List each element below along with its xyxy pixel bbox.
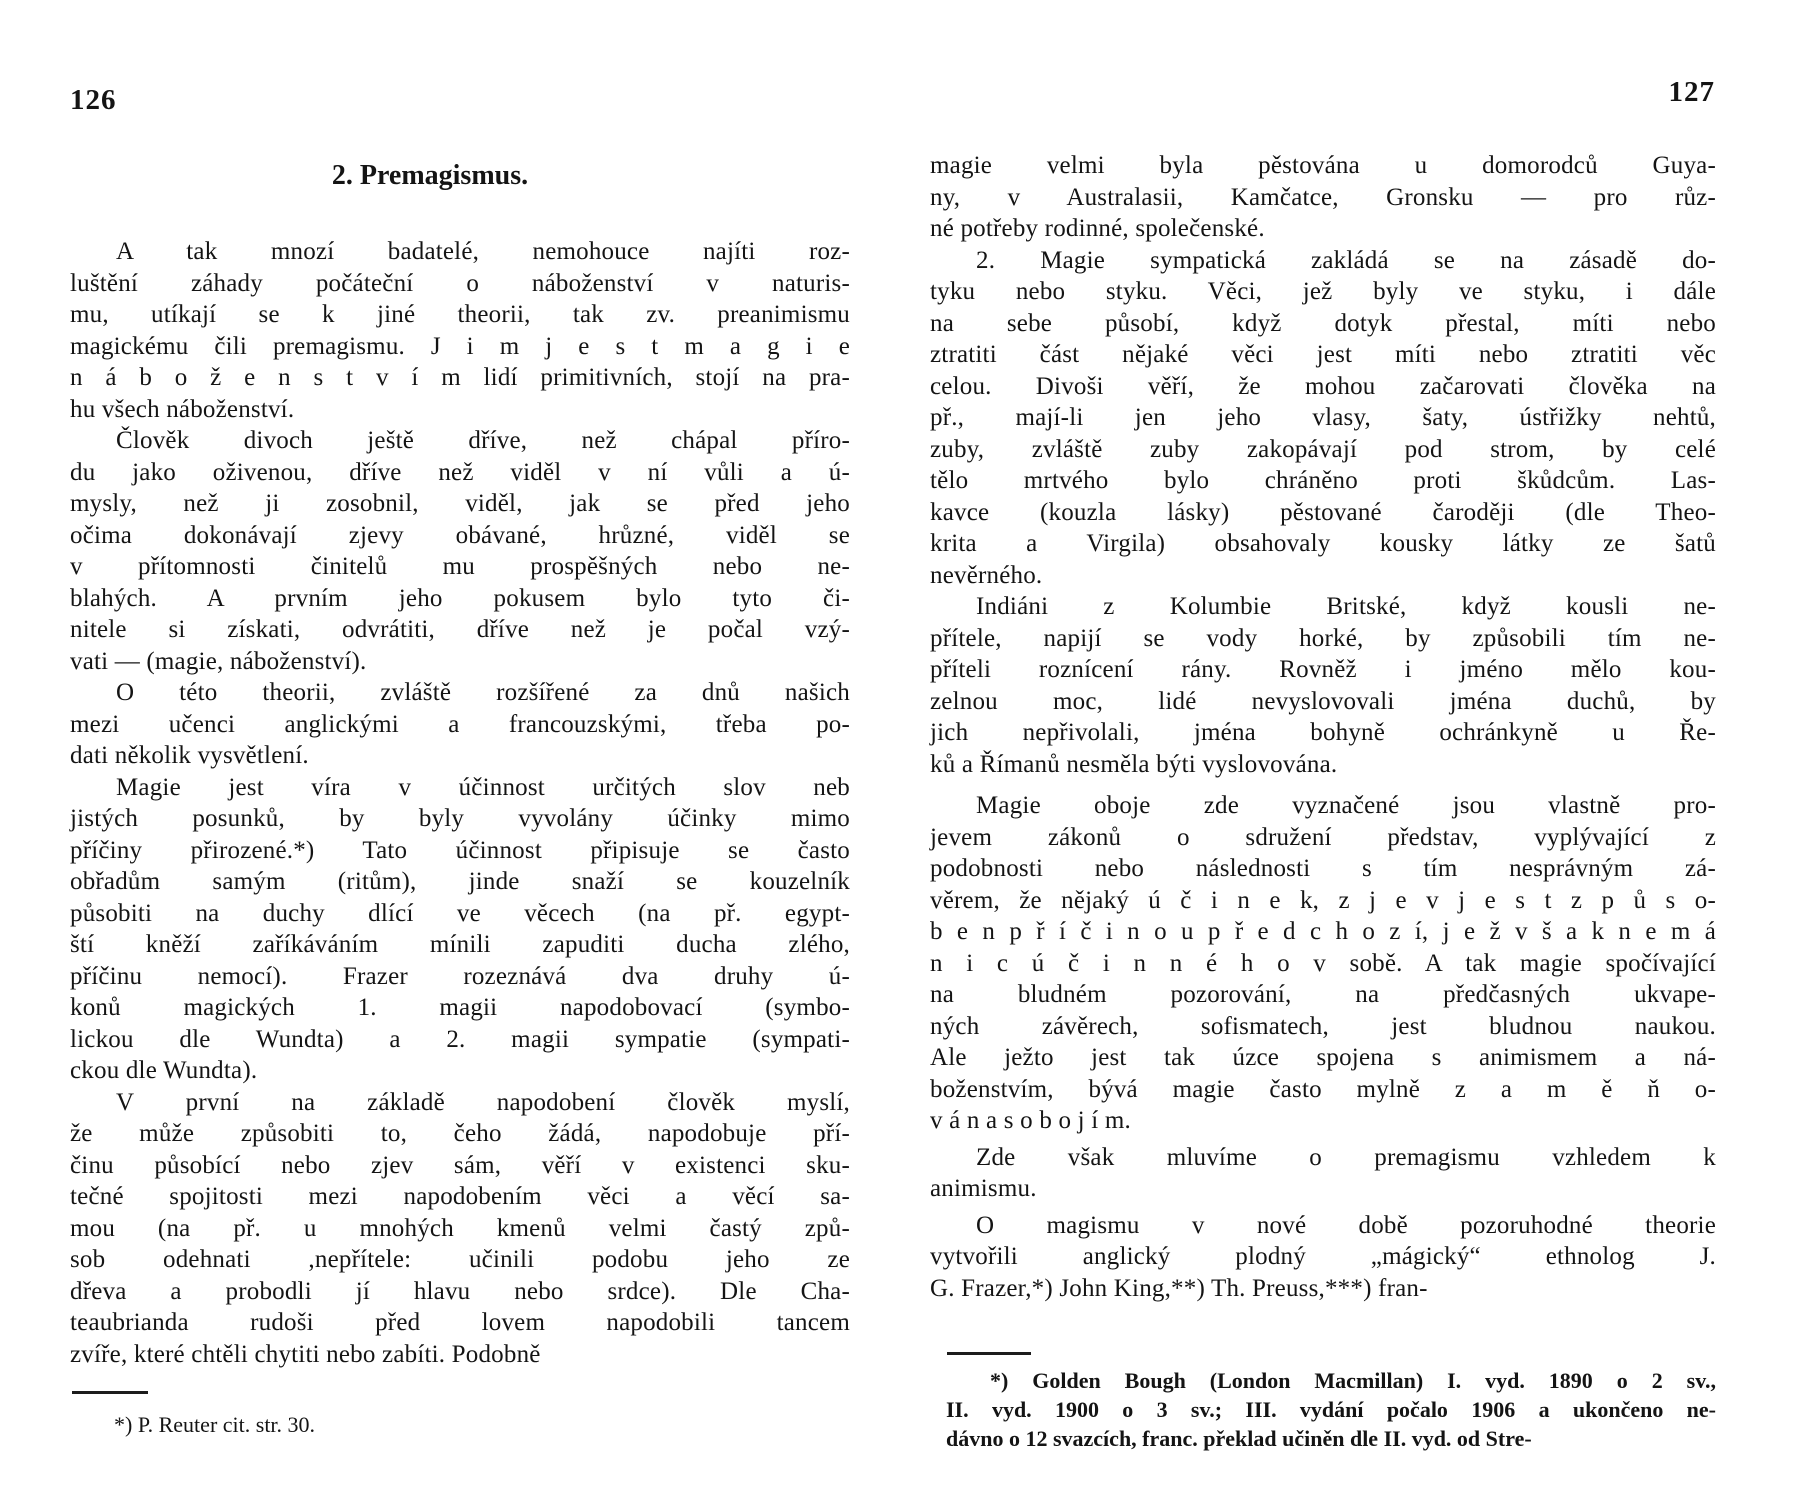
text-line: příčinu nemocí). Frazer rozeznává dva druhy ú- [70,962,850,990]
text-line: sob odehnati ,nepřítele: učinili podobu jeho ze [70,1246,850,1273]
text-line: n i c ú č i n n é h o v sobě. A tak magie spočívající [930,949,1716,977]
text-line: tyku nebo styku. Věci, jež byly ve styku, i dále [930,278,1716,305]
text-line: na sebe působí, když dotyk přestal, míti nebo [930,309,1716,337]
text-line: teaubrianda rudoši před lovem napodobili tancem [70,1309,850,1336]
text-line: v přítomnosti činitelů mu prospěšných nebo ne- [70,553,850,580]
text-line: b e n p ř í č i n o u p ř e d c h o z í, j e ž v š a k n e m á [930,918,1716,945]
text-line: nevěrného. [930,561,1043,589]
text-line: Člověk divoch ještě dříve, než chápal příro- [116,427,850,454]
left-page-number: 126 [70,84,117,116]
text-line: jevem zákonů o sdružení představ, vyplývající z [930,823,1716,851]
text-line: Indiáni z Kolumbie Britské, když kousli ne- [976,593,1716,620]
text-line: O magismu v nové době pozoruhodné theorie [976,1211,1716,1239]
text-line: du jako oživenou, dříve než viděl v ní vůli a ú- [70,458,850,486]
text-line: podobnosti nebo následnosti s tím nesprávným zá- [930,855,1716,882]
text-line: kavce (kouzla lásky) pěstované čaroději (dle Theo- [930,498,1716,526]
text-line: příčiny přirozené.*) Tato účinnost připisuje se často [70,836,850,864]
text-line: mu, utíkají se k jiné theorii, tak zv. preanimismu [70,301,850,328]
footnote-line: *) Golden Bough (London Macmillan) I. vyd. 1890 o 2 sv., [990,1368,1716,1393]
left-footnote [70,1410,850,1439]
text-line: přítele, napijí se vody horké, by způsobili tím ne- [930,624,1716,652]
text-line: příteli roznícení rány. Rovněž i jméno mělo kou- [930,656,1716,683]
text-line: ští kněží zaříkáváním mínili zapuditi ducha zlého, [70,931,850,958]
text-line: Magie jest víra v účinnost určitých slov neb [116,773,850,801]
text-line: mezi učenci anglickými a francouzskými, třeba po- [70,710,850,738]
text-line: že může způsobiti to, čeho žádá, napodobuje pří- [70,1120,850,1147]
right-page-number: 127 [1668,76,1715,108]
footnote-line: II. vyd. 1900 o 3 sv.; III. vydání počalo 1906 a ukončeno ne- [946,1397,1716,1422]
text-line: lickou dle Wundta) a 2. magii sympatie (sympati- [70,1025,850,1053]
text-line: zelnou moc, lidé nevyslovovali jména duchů, by [930,687,1716,715]
section-heading: 2. Premagismus. [331,160,529,191]
text-line: očima dokonávají zjevy obávané, hrůzné, viděl se [70,521,850,549]
text-line: G. Frazer,*) John King,**) Th. Preuss,***) fran- [930,1274,1428,1302]
text-line: hu všech náboženství. [70,395,295,423]
text-line: ckou dle Wundta). [70,1057,258,1084]
text-line: Magie oboje zde vyznačené jsou vlastně pro- [976,792,1716,819]
text-line: O této theorii, zvláště rozšířené za dnů našich [116,679,850,706]
footnote-line: dávno o 12 svazcích, franc. překlad učiněn dle II. vyd. od Stre- [946,1426,1532,1451]
text-line: př., mají-li jen jeho vlasy, šaty, ústřižky nehtů, [930,404,1716,431]
text-line: dati několik vysvětlení. [70,742,309,769]
text-line: dřeva a probodli jí hlavu nebo srdce). Dle Cha- [70,1277,850,1305]
text-line: na bludném pozorování, na předčasných ukvape- [930,981,1716,1008]
text-line: n á b o ž e n s t v í m lidí primitivních, stojí na pra- [70,364,850,391]
text-line: Ale ježto jest tak úzce spojena s animismem a ná- [930,1044,1716,1071]
text-line: boženstvím, bývá magie často mylně z a m ě ň o- [930,1075,1716,1103]
right-column-text [930,150,1716,1304]
text-line: Zde však mluvíme o premagismu vzhledem k [976,1143,1716,1171]
text-line: činu působící nebo zjev sám, věří v existenci sku- [70,1151,850,1179]
text-line: zuby, zvláště zuby zakopávají pod strom, by celé [930,435,1716,463]
text-line: blahých. A prvním jeho pokusem bylo tyto či- [70,584,850,612]
text-line: ků a Římanů nesměla býti vyslovována. [930,750,1338,778]
text-line: A tak mnozí badatelé, nemohouce najíti roz- [116,238,850,265]
text-line: věrem, že nějaký ú č i n e k, z j e v j e s t z p ů s o- [930,886,1716,914]
text-line: krita a Virgila) obsahovaly kousky látky ze šatů [930,530,1716,557]
text-line: zvíře, které chtěli chytiti nebo zabíti. Podobně [70,1340,541,1368]
text-line: né potřeby rodinné, společenské. [930,215,1265,242]
text-line: V první na základě napodobení člověk myslí, [116,1088,850,1116]
text-line: magie velmi byla pěstována u domorodců Guya- [930,152,1716,179]
text-line: v á n a s o b o j í m. [930,1107,1131,1134]
text-line: mysly, než ji zosobnil, viděl, jak se před jeho [70,490,850,517]
footnote-line: *) P. Reuter cit. str. 30. [114,1412,316,1437]
left-column-text [70,236,850,1370]
text-line: jich nepřivolali, jména bohyně ochránkyně u Ře- [930,719,1716,746]
text-line: vati — (magie, náboženství). [70,647,367,675]
text-line: tečné spojitosti mezi napodobením věci a věcí sa- [70,1183,850,1210]
text-line: tělo mrtvého bylo chráněno proti škůdcům. Las- [930,467,1716,494]
text-line: animismu. [930,1175,1037,1202]
text-line: 2. Magie sympatická zakládá se na zásadě do- [976,246,1716,274]
text-line: jistých posunků, by byly vyvolány účinky mimo [70,805,850,832]
text-line: ztratiti část nějaké věci jest míti nebo ztratiti věc [930,341,1716,368]
text-line: magickému čili premagismu. J i m j e s t m a g i e [70,332,850,360]
right-footnote [946,1366,1716,1453]
text-line: nitele si získati, odvrátiti, dříve než je počal vzý- [70,616,850,643]
right-footnote-rule [947,1352,1031,1355]
text-line: vytvořili anglický plodný „mágický“ ethnolog J. [930,1243,1716,1270]
text-line: luštění záhady počáteční o náboženství v naturis- [70,269,850,297]
text-line: ny, v Australasii, Kamčatce, Gronsku — pro růz- [930,183,1716,211]
left-footnote-rule [72,1391,148,1394]
text-line: mou (na př. u mnohých kmenů velmi častý způ- [70,1214,850,1242]
text-line: obřadům samým (ritům), jinde snaží se kouzelník [70,868,850,895]
text-line: celou. Divoši věří, že mohou začarovati člověka na [930,372,1716,400]
text-line: působiti na duchy dlící ve věcech (na př. egypt- [70,899,850,927]
text-line: konů magických 1. magii napodobovací (symbo- [70,994,850,1021]
text-line: ných závěrech, sofismatech, jest bludnou naukou. [930,1012,1716,1040]
